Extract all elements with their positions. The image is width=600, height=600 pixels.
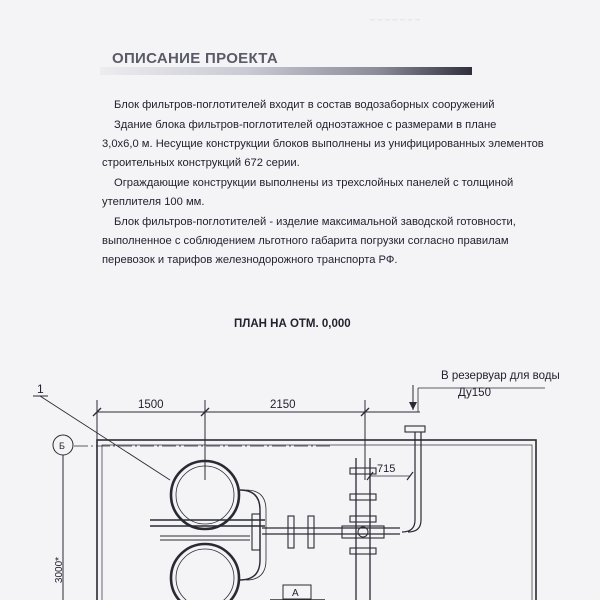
paragraph-3-line-1: Ограждающие конструкции выполнены из трехслойных панелей с толщиной <box>114 177 514 189</box>
section-label-a: A <box>292 588 299 599</box>
dimension-vertical: 3000* <box>54 556 65 584</box>
bleed-through-heading: ‒ ‒ ‒ ‒ ‒ ‒ ‒ <box>370 14 421 24</box>
paragraph-4-line-1: Блок фильтров-поглотителей - изделие максимальной заводской готовности, <box>114 216 516 228</box>
plan-title: ПЛАН НА ОТМ. 0,000 <box>234 318 351 330</box>
outlet-pipe <box>402 432 421 532</box>
outlet-size: Ду150 <box>458 387 491 399</box>
section-title: ОПИСАНИЕ ПРОЕКТА <box>112 50 278 67</box>
dimension-right: 2150 <box>270 399 296 411</box>
callout-number: 1 <box>37 382 44 396</box>
paragraph-4-line-2: выполненное с соблюдением льготного габарита погрузки согласно правилам <box>102 235 509 247</box>
paragraph-2-line-3: строительных конструкций 672 серии. <box>102 157 300 169</box>
filter-vessel-bottom <box>171 544 239 600</box>
main-pipe <box>150 520 265 526</box>
paragraph-3-line-2: утеплителя 100 мм. <box>102 196 205 208</box>
outlet-label: В резервуар для воды <box>441 370 560 382</box>
paragraph-1: Блок фильтров-поглотителей входит в состав водозаборных сооружений <box>114 99 495 111</box>
dimension-left: 1500 <box>138 399 164 411</box>
paragraph-2-line-2: 3,0x6,0 м. Несущие конструкции блоков выполнены из унифицированных элементов <box>102 138 544 150</box>
axis-label-b: Б <box>59 441 65 451</box>
horizontal-pipe <box>262 528 400 534</box>
building-inner-wall <box>102 445 532 600</box>
paragraph-2-line-1: Здание блока фильтров-поглотителей одноэтажное с размерами в плане <box>114 119 497 131</box>
paragraph-4-line-3: перевозок и тарифов железнодорожного транспорта РФ. <box>102 254 398 266</box>
dimension-inner: 715 <box>377 463 396 475</box>
